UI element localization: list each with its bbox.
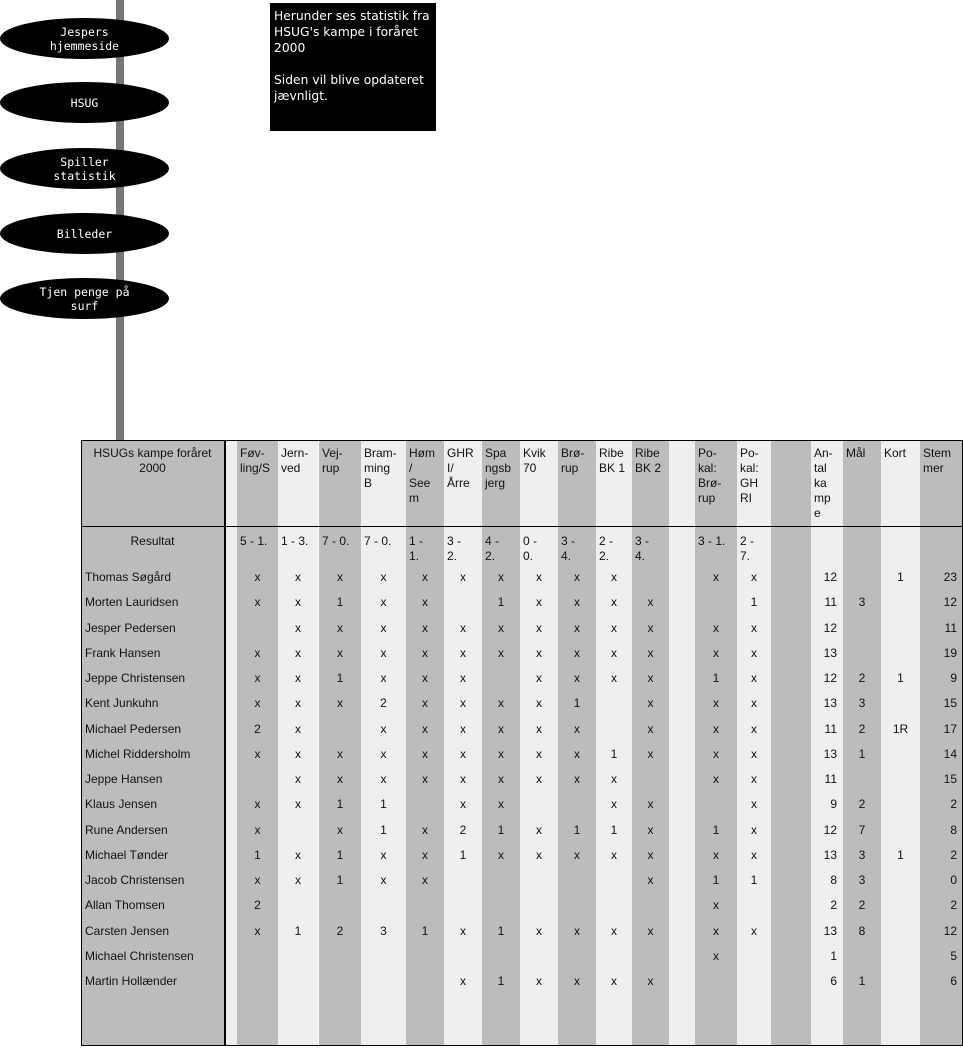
stat-cell: 6 — [830, 974, 837, 988]
match-stats-table — [81, 440, 963, 1046]
stat-cell: x — [295, 696, 301, 711]
stat-cell: x — [647, 595, 654, 610]
stat-cell: 3 — [858, 847, 866, 862]
stat-cell: 6 — [950, 974, 957, 988]
stat-cell: x — [611, 974, 617, 988]
stat-cell: 11 — [944, 620, 957, 635]
stat-cell: 11 — [824, 772, 837, 786]
stat-cell: x — [713, 645, 719, 660]
stat-cell: x — [380, 671, 387, 685]
stat-cell: 1 — [610, 822, 618, 837]
stat-cell: 1 — [497, 923, 505, 938]
match-result: 4 - 2. — [485, 534, 500, 563]
stat-cell: x — [536, 620, 542, 635]
stat-cell: 1 — [336, 797, 344, 812]
stat-cell: x — [647, 847, 654, 862]
stat-cell: 3 — [858, 873, 866, 887]
stat-cell: 2 — [858, 671, 866, 685]
stat-cell: x — [536, 721, 542, 736]
column-header: GHR I/ Årre — [447, 446, 474, 490]
stat-cell: x — [337, 645, 343, 660]
stat-cell: x — [460, 923, 466, 938]
stat-cell: x — [611, 772, 617, 786]
stat-cell: x — [498, 797, 504, 812]
stat-cell: 2 — [950, 847, 957, 862]
stat-cell: 1 — [897, 847, 904, 862]
stat-cell: 12 — [943, 595, 957, 610]
stat-cell: x — [422, 570, 428, 584]
nav-link-tjen-penge-paa-surf[interactable]: Tjen penge på surf — [0, 278, 169, 319]
nav-link-jespers-hjemmeside[interactable]: Jespers hjemmeside — [0, 18, 169, 59]
stat-cell: x — [713, 898, 719, 913]
stat-cell: x — [536, 645, 542, 660]
stat-cell: 2 — [858, 898, 866, 913]
column-header: Ribe BK 2 — [635, 446, 662, 475]
player-name: Martin Hollænder — [85, 974, 178, 988]
stat-cell: x — [713, 721, 719, 736]
stat-cell: x — [460, 696, 466, 711]
column-header: Vej- rup — [322, 446, 343, 475]
player-name: Kent Junkuhn — [85, 696, 159, 711]
stat-cell: x — [647, 645, 654, 660]
nav-link-hsug[interactable]: HSUG — [0, 82, 169, 123]
stat-cell: 3 — [380, 923, 387, 938]
stat-cell: x — [498, 746, 504, 761]
stat-cell: x — [574, 645, 580, 660]
stat-cell: x — [254, 595, 261, 610]
stat-cell: x — [460, 570, 466, 584]
stat-cell: x — [574, 923, 580, 938]
stat-cell: x — [254, 797, 261, 812]
stat-cell: x — [422, 822, 428, 837]
stat-cell: 2 — [459, 822, 467, 837]
stat-cell: 1 — [610, 746, 618, 761]
column-header: Brø- rup — [561, 446, 585, 475]
stat-cell: x — [713, 772, 719, 786]
stat-cell: 1 — [750, 873, 758, 887]
stat-cell: x — [536, 772, 542, 786]
intro-update-note: Siden vil blive opdateret jævnligt. — [274, 73, 424, 103]
stat-cell: x — [295, 671, 301, 685]
match-result: 3 - 4. — [635, 534, 650, 563]
stat-cell: x — [337, 696, 343, 711]
stat-cell: x — [254, 822, 261, 837]
stat-cell: x — [460, 746, 466, 761]
stat-cell: 13 — [823, 923, 837, 938]
stat-cell: x — [713, 746, 719, 761]
stat-cell: x — [337, 772, 343, 786]
stat-cell: 12 — [943, 923, 957, 938]
stat-cell: x — [574, 746, 580, 761]
stat-cell: x — [295, 645, 301, 660]
stat-cell: x — [380, 847, 387, 862]
stat-cell: x — [380, 746, 387, 761]
stat-cell: x — [422, 645, 428, 660]
stat-cell: x — [536, 570, 542, 584]
player-name: Jesper Pedersen — [85, 620, 176, 635]
column-header: Kvik 70 — [523, 446, 546, 475]
stat-cell: x — [713, 620, 719, 635]
stat-cell: x — [380, 873, 387, 887]
column-header: Ribe BK 1 — [599, 446, 626, 475]
stat-cell: x — [422, 620, 428, 635]
nav-link-spiller-statistik[interactable]: Spiller statistik — [0, 148, 169, 189]
stat-cell: x — [498, 645, 504, 660]
stat-cell: x — [751, 721, 757, 736]
stat-cell: 13 — [823, 696, 837, 711]
stat-cell: x — [422, 772, 428, 786]
stat-cell: 12 — [823, 620, 837, 635]
stat-cell: x — [611, 923, 617, 938]
stat-cell: 8 — [858, 923, 866, 938]
result-label: Resultat — [130, 534, 175, 548]
stat-cell: 7 — [858, 822, 866, 837]
stat-cell: x — [536, 847, 542, 862]
stat-cell: x — [751, 923, 757, 938]
stat-cell: x — [574, 620, 580, 635]
player-name: Allan Thomsen — [85, 898, 165, 913]
stat-cell: 1 — [294, 923, 302, 938]
stat-cell: 23 — [943, 570, 957, 584]
stat-cell: 8 — [950, 822, 957, 837]
match-result: 7 - 0. — [364, 534, 392, 548]
stat-cell: 1 — [712, 822, 720, 837]
stat-cell: 17 — [943, 721, 957, 736]
stat-cell: 13 — [823, 847, 837, 862]
stat-cell: 1 — [497, 595, 505, 610]
stat-cell: x — [422, 696, 428, 711]
stat-cell: x — [713, 570, 719, 584]
stat-cell: x — [574, 974, 580, 988]
match-result: 7 - 0. — [322, 534, 350, 548]
stat-cell: 2 — [336, 923, 344, 938]
stat-cell: x — [380, 620, 387, 635]
stat-cell: x — [647, 721, 654, 736]
stat-cell: x — [611, 595, 617, 610]
stat-cell: 1 — [336, 847, 344, 862]
stat-cell: x — [422, 746, 428, 761]
column-header: Stem mer — [923, 446, 952, 475]
stat-cell: x — [536, 671, 542, 685]
stat-cell: 3 — [858, 595, 866, 610]
stat-cell: 9 — [830, 797, 837, 812]
stat-cell: x — [611, 645, 617, 660]
player-name: Rune Andersen — [85, 822, 168, 837]
column-header: Mål — [846, 446, 866, 460]
player-name: Michael Tønder — [85, 847, 169, 862]
player-name: Frank Hansen — [85, 645, 161, 660]
stat-cell: x — [422, 595, 428, 610]
stat-cell: x — [611, 620, 617, 635]
stat-cell: 1 — [858, 974, 866, 988]
player-name: Jacob Christensen — [85, 873, 185, 887]
stat-cell: 11 — [824, 595, 837, 610]
nav-link-billeder[interactable]: Billeder — [0, 213, 169, 254]
player-name: Michael Christensen — [85, 948, 194, 963]
match-result: 1 - 1. — [409, 534, 424, 563]
match-result: 2 - 7. — [740, 534, 755, 563]
stat-cell: x — [460, 620, 466, 635]
stat-cell: 1 — [336, 595, 344, 610]
stat-cell: 2 — [254, 721, 261, 736]
stat-cell: x — [751, 671, 757, 685]
stat-cell: x — [380, 595, 387, 610]
stat-cell: x — [254, 570, 261, 584]
column-header: Po- kal: Brø- rup — [698, 446, 722, 505]
stat-cell: x — [460, 671, 466, 685]
match-result: 3 - 4. — [561, 534, 576, 563]
stat-cell: 1 — [497, 974, 505, 988]
stat-cell: 12 — [823, 671, 837, 685]
stat-cell: 1 — [830, 948, 837, 963]
stat-cell: x — [751, 570, 757, 584]
stat-cell: 1 — [380, 822, 387, 837]
stat-cell: x — [536, 822, 542, 837]
stat-cell: x — [498, 570, 504, 584]
stat-cell: x — [751, 772, 757, 786]
stat-cell: x — [713, 948, 719, 963]
stat-cell: 2 — [950, 898, 957, 913]
stat-cell: x — [460, 974, 466, 988]
stat-cell: x — [751, 696, 757, 711]
stat-cell: x — [647, 873, 654, 887]
stat-cell: 2 — [380, 696, 387, 711]
stat-cell: x — [751, 620, 757, 635]
stat-cell: x — [254, 645, 261, 660]
title-column-divider — [224, 440, 226, 1046]
intro-text: Herunder ses statistik fra HSUG's kampe i foråret 2000 — [274, 9, 430, 55]
stat-cell: x — [295, 595, 301, 610]
stat-cell: x — [498, 772, 504, 786]
stat-cell: 14 — [943, 746, 957, 761]
stat-cell: x — [337, 746, 343, 761]
stat-cell: 3 — [858, 696, 866, 711]
stat-cell: 1 — [421, 923, 429, 938]
stat-cell: x — [460, 772, 466, 786]
stat-cell: 13 — [823, 746, 837, 761]
stat-cell: x — [647, 974, 654, 988]
player-name: Jeppe Hansen — [85, 772, 163, 786]
stat-cell: x — [536, 974, 542, 988]
stat-cell: x — [337, 822, 343, 837]
stat-cell: x — [574, 721, 580, 736]
stat-cell: 5 — [950, 948, 957, 963]
stat-cell: x — [295, 570, 301, 584]
stat-cell: x — [536, 595, 542, 610]
stat-cell: x — [422, 721, 428, 736]
stat-cell: 1R — [892, 721, 909, 736]
stat-cell: x — [422, 671, 428, 685]
stat-cell: x — [647, 822, 654, 837]
stat-cell: 13 — [823, 645, 837, 660]
player-name: Morten Lauridsen — [85, 595, 179, 610]
stat-cell: x — [536, 923, 542, 938]
column-header: Spa ngsb jerg — [485, 446, 512, 490]
stat-cell: x — [647, 923, 654, 938]
stat-cell: 1 — [712, 873, 720, 887]
stat-cell: x — [380, 721, 387, 736]
player-name: Carsten Jensen — [85, 923, 170, 938]
stat-cell: x — [647, 696, 654, 711]
stat-cell: x — [498, 847, 504, 862]
stat-cell: 1 — [858, 746, 866, 761]
column-header: An- tal ka mp e — [814, 446, 833, 520]
stat-cell: x — [254, 746, 261, 761]
stat-cell: x — [254, 671, 261, 685]
stat-cell: x — [460, 721, 466, 736]
column-header: Kort — [884, 446, 907, 460]
stat-cell: x — [751, 822, 757, 837]
stat-cell: 1 — [897, 570, 904, 584]
column-header: Jern- ved — [281, 446, 309, 475]
stat-cell: 1 — [497, 822, 505, 837]
stat-cell: 1 — [573, 822, 581, 837]
stat-cell: 1 — [336, 873, 344, 887]
player-name: Jeppe Christensen — [85, 671, 186, 685]
stat-cell: x — [380, 772, 387, 786]
table-content — [81, 440, 963, 1046]
stat-cell: 1 — [380, 797, 387, 812]
intro-box — [270, 3, 436, 131]
stat-cell: x — [751, 645, 757, 660]
table-title: HSUGs kampe foråret 2000 — [93, 446, 212, 475]
stat-cell: 2 — [254, 898, 261, 913]
match-result: 3 - 2. — [447, 534, 462, 563]
stat-cell: x — [460, 797, 466, 812]
stat-cell: x — [751, 797, 757, 812]
stat-cell: x — [254, 923, 261, 938]
stat-cell: x — [295, 847, 301, 862]
stat-cell: x — [574, 847, 580, 862]
stat-cell: x — [295, 772, 301, 786]
column-header: Bram- ming B — [364, 446, 397, 490]
match-result: 0 - 0. — [523, 534, 538, 563]
stat-cell: x — [380, 645, 387, 660]
stat-cell: 2 — [830, 898, 837, 913]
stat-cell: 12 — [823, 570, 837, 584]
stat-cell: x — [751, 746, 757, 761]
stat-cell: 0 — [950, 873, 957, 887]
stat-cell: 1 — [750, 595, 758, 610]
stat-cell: 1 — [897, 671, 904, 685]
header-divider — [81, 526, 963, 527]
stat-cell: x — [611, 847, 617, 862]
stat-cell: x — [611, 671, 617, 685]
match-result: 1 - 3. — [281, 534, 309, 548]
player-name: Michel Riddersholm — [85, 746, 191, 761]
stat-cell: 11 — [824, 721, 837, 736]
stat-cell: 2 — [858, 721, 866, 736]
match-result: 3 - 1. — [698, 534, 726, 548]
stat-cell: 9 — [950, 671, 957, 685]
stat-cell: x — [498, 721, 504, 736]
stat-cell: x — [647, 797, 654, 812]
stat-cell: x — [647, 746, 654, 761]
stat-cell: x — [422, 847, 428, 862]
stat-cell: x — [751, 847, 757, 862]
stat-cell: x — [295, 873, 301, 887]
stat-cell: 1 — [336, 671, 344, 685]
stat-cell: x — [611, 570, 617, 584]
stat-cell: 1 — [712, 671, 720, 685]
stat-cell: x — [574, 570, 580, 584]
stat-cell: x — [254, 696, 261, 711]
stat-cell: x — [574, 671, 580, 685]
stat-cell: x — [295, 721, 301, 736]
stat-cell: 2 — [858, 797, 866, 812]
stat-cell: x — [713, 923, 719, 938]
stat-cell: 15 — [943, 696, 957, 711]
column-header: Føv- ling/S — [240, 446, 271, 475]
stat-cell: x — [536, 696, 542, 711]
stat-cell: 1 — [459, 847, 467, 862]
stat-cell: x — [647, 671, 654, 685]
stat-cell: x — [295, 620, 301, 635]
stat-cell: 12 — [823, 822, 837, 837]
match-result: 5 - 1. — [240, 534, 268, 548]
stat-cell: x — [574, 772, 580, 786]
stat-cell: x — [647, 620, 654, 635]
stat-cell: 1 — [573, 696, 581, 711]
stat-cell: 15 — [943, 772, 957, 786]
stat-cell: 8 — [830, 873, 837, 887]
stat-cell: x — [713, 847, 719, 862]
column-header: Po- kal: GH RI — [740, 446, 759, 505]
stat-cell: 19 — [943, 645, 957, 660]
stat-cell: x — [337, 620, 343, 635]
stat-cell: x — [295, 746, 301, 761]
stat-cell: x — [536, 746, 542, 761]
stat-cell: x — [713, 696, 719, 711]
match-result: 2 - 2. — [599, 534, 614, 563]
column-header: Høm / See m — [409, 446, 435, 505]
stat-cell: x — [611, 797, 617, 812]
stat-cell: x — [498, 696, 504, 711]
stat-cell: x — [460, 645, 466, 660]
player-name: Thomas Søgård — [85, 570, 172, 584]
stat-cell: x — [498, 620, 504, 635]
stat-cell: x — [380, 570, 387, 584]
stat-cell: 2 — [950, 797, 957, 812]
player-name: Michael Pedersen — [85, 721, 182, 736]
stat-cell: x — [254, 873, 261, 887]
stat-cell: x — [574, 595, 580, 610]
stat-cell: x — [295, 797, 301, 812]
stat-cell: x — [422, 873, 428, 887]
stat-cell: 1 — [254, 847, 261, 862]
stat-cell: x — [337, 570, 343, 584]
player-name: Klaus Jensen — [85, 797, 158, 812]
